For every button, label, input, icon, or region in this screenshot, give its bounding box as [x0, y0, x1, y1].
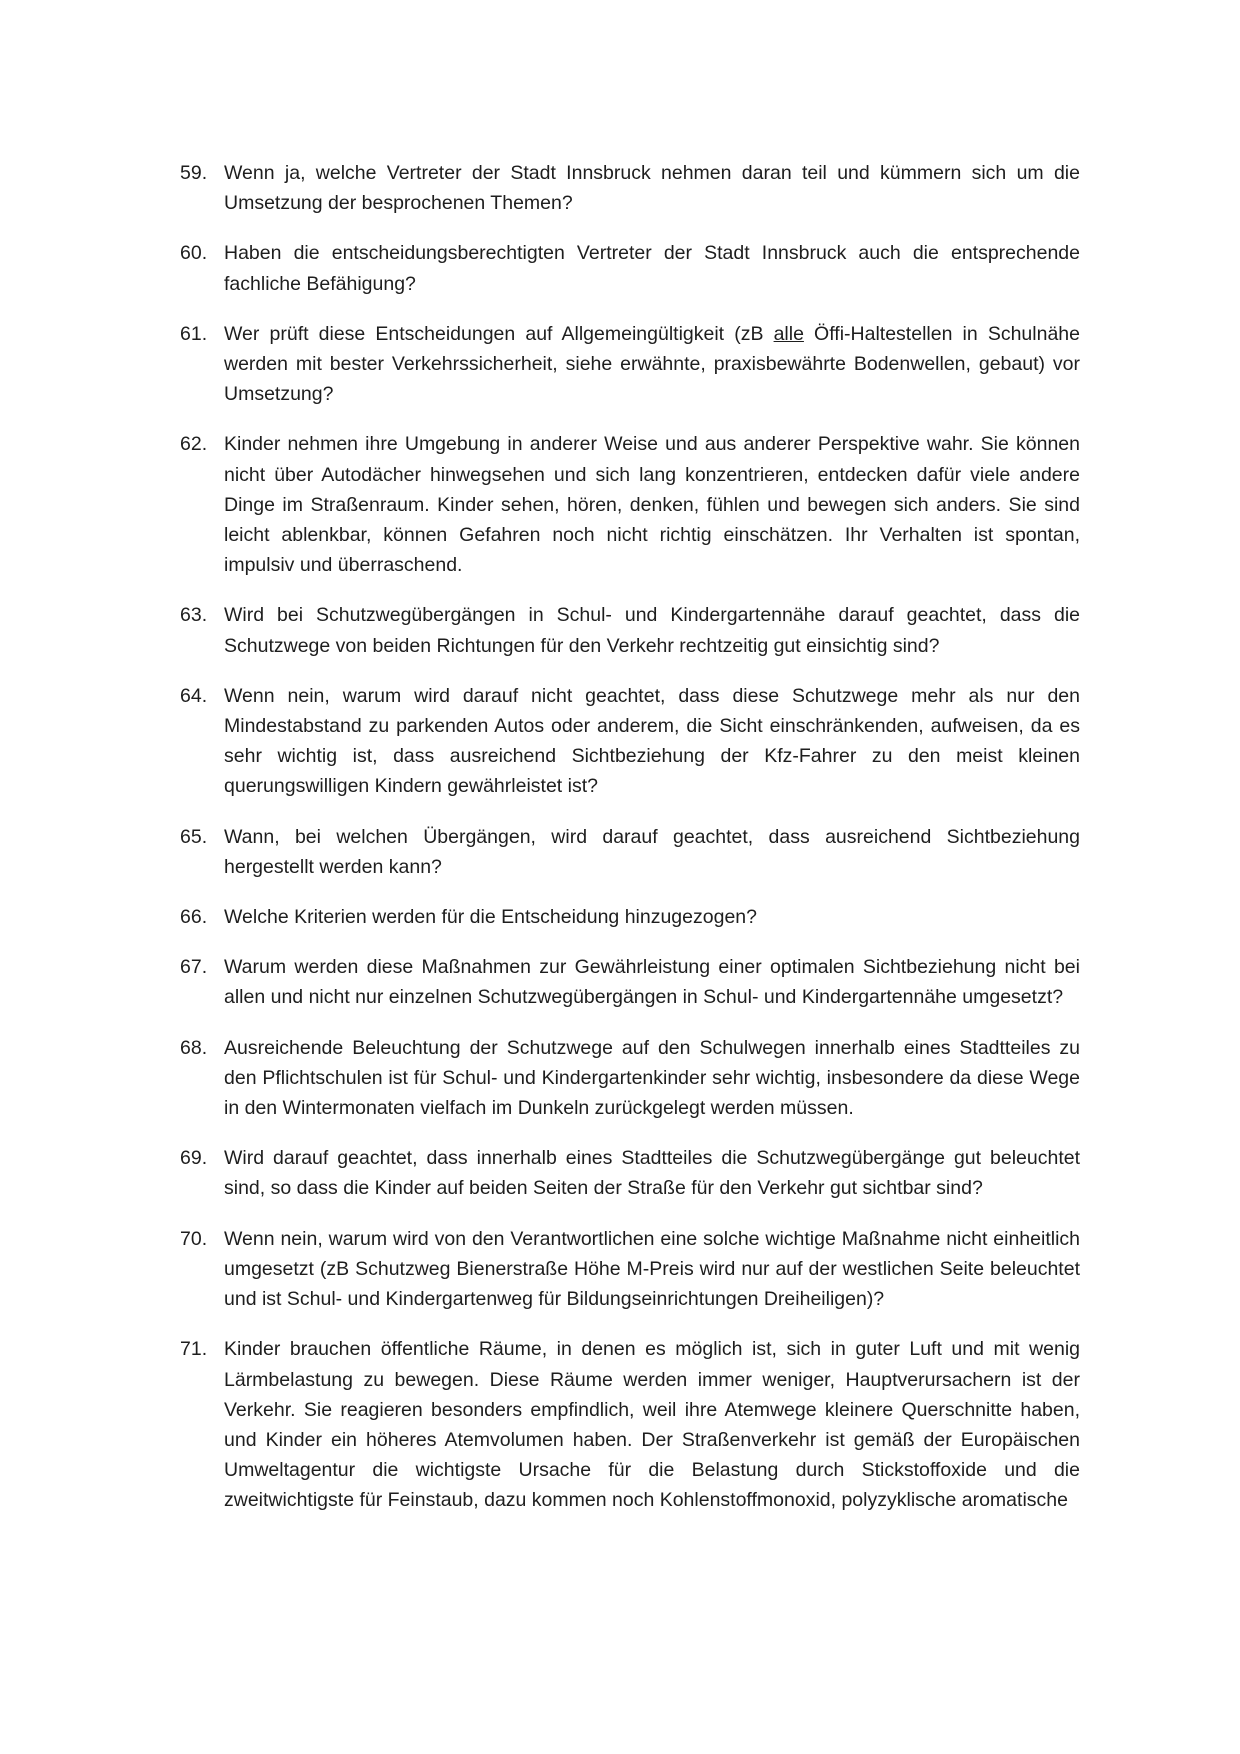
question-text: [224, 319, 1080, 410]
question-number: 68.: [180, 1036, 208, 1059]
question-number: 59.: [180, 162, 208, 184]
question-text: Wenn nein, warum wird darauf nicht geachtet, dass diese Schutzwege mehr als nur den Mindestabstand zu parkenden Autos oder anderem, die Sicht einschränkenden, aufweisen, da es sehr wichtig ist, dass ausreichend Sichtbeziehung der Kfz-Fahrer zu den meist kleinen querungswilligen Kindern gewährleistet ist?: [224, 684, 1080, 798]
question-number: 64.: [180, 684, 208, 707]
question-59: [180, 158, 1080, 218]
question-text: Wird darauf geachtet, dass innerhalb eines Stadtteiles die Schutzwegübergänge gut beleuchtet sind, so dass die Kinder auf beiden Seiten der Straße für den Verkehr gut sichtbar sind?: [224, 1147, 1080, 1200]
question-number: 69.: [180, 1147, 208, 1170]
question-list: [180, 158, 1080, 1536]
question-67: [180, 952, 1080, 1012]
question-68: [180, 1033, 1080, 1124]
question-number: 71.: [180, 1338, 208, 1361]
question-text: Warum werden diese Maßnahmen zur Gewährleistung einer optimalen Sichtbeziehung nicht bei allen und nicht nur einzelnen Schutzwegübergängen in Schul- und Kindergartennähe umgesetzt?: [224, 956, 1080, 1009]
question-text: Wird bei Schutzwegübergängen in Schul- und Kindergartennähe darauf geachtet, dass die Schutzwege von beiden Richtungen für den Verkehr rechtzeitig gut einsichtig sind?: [224, 604, 1080, 657]
question-70: [180, 1224, 1080, 1315]
question-number: 60.: [180, 242, 208, 265]
question-number: 65.: [180, 825, 208, 848]
question-64: [180, 681, 1080, 802]
question-number: 67.: [180, 956, 208, 979]
question-71: [180, 1334, 1080, 1515]
question-text: Wann, bei welchen Übergängen, wird darauf geachtet, dass ausreichend Sichtbeziehung hergestellt werden kann?: [224, 825, 1080, 878]
question-text: Kinder nehmen ihre Umgebung in anderer Weise und aus anderer Perspektive wahr. Sie können nicht über Autodächer hinwegsehen und sich lang konzentrieren, entdecken dafür viele andere Dinge im Straßenraum. Kinder sehen, hören, denken, fühlen und bewegen sich anders. Sie sind leicht ablenkbar, können Gefahren noch nicht richtig einschätzen. Ihr Verhalten ist spontan, impulsiv und überraschend.: [224, 433, 1080, 577]
question-63: [180, 600, 1080, 660]
question-text-part: Wer prüft diese Entscheidungen auf Allgemeingültigkeit (zB: [224, 322, 774, 345]
question-number: 62.: [180, 433, 208, 456]
question-text: Ausreichende Beleuchtung der Schutzwege auf den Schulwegen innerhalb eines Stadtteiles zu den Pflichtschulen ist für Schul- und Kindergartenkinder sehr wichtig, insbesondere da diese Wege in den Wintermonaten vielfach im Dunkeln zurückgelegt werden müssen.: [224, 1036, 1080, 1120]
question-66: [180, 902, 1080, 932]
question-text-part: Öffi-Haltestellen in Schulnähe werden mit bester Verkehrssicherheit, siehe erwähnte, praxisbewährte Bodenwellen, gebaut) vor Umsetzung?: [224, 322, 1080, 406]
question-number: 66.: [180, 906, 208, 929]
question-number: 63.: [180, 604, 208, 627]
question-text: Welche Kriterien werden für die Entscheidung hinzugezogen?: [224, 906, 757, 929]
question-text: Wenn ja, welche Vertreter der Stadt Innsbruck nehmen daran teil und kümmern sich um die Umsetzung der besprochenen Themen?: [224, 162, 1080, 215]
question-65: [180, 822, 1080, 882]
question-text: Haben die entscheidungsberechtigten Vertreter der Stadt Innsbruck auch die entsprechende fachliche Befähigung?: [224, 242, 1080, 295]
question-69: [180, 1143, 1080, 1203]
question-60: [180, 238, 1080, 298]
question-text: Wenn nein, warum wird von den Verantwortlichen eine solche wichtige Maßnahme nicht einheitlich umgesetzt (zB Schutzweg Bienerstraße Höhe M-Preis wird nur auf der westlichen Seite beleuchtet und ist Schul- und Kindergartenweg für Bildungseinrichtungen Dreiheiligen)?: [224, 1227, 1080, 1311]
underlined-word: alle: [773, 322, 804, 345]
question-number: 61.: [180, 322, 208, 345]
question-number: 70.: [180, 1227, 208, 1250]
question-62: [180, 429, 1080, 580]
question-text: Kinder brauchen öffentliche Räume, in denen es möglich ist, sich in guter Luft und mit wenig Lärmbelastung zu bewegen. Diese Räume werden immer weniger, Hauptverursachern ist der Verkehr. Sie reagieren besonders empfindlich, weil ihre Atemwege kleinere Querschnitte haben, und Kinder ein höheres Atemvolumen haben. Der Straßenverkehr ist gemäß der Europäischen Umweltagentur die wichtigste Ursache für die Belastung durch Stickstoffoxide und die zweitwichtigste für Feinstaub, dazu kommen noch Kohlenstoffmonoxid, polyzyklische aromatische: [224, 1338, 1080, 1512]
question-61: [180, 319, 1080, 410]
